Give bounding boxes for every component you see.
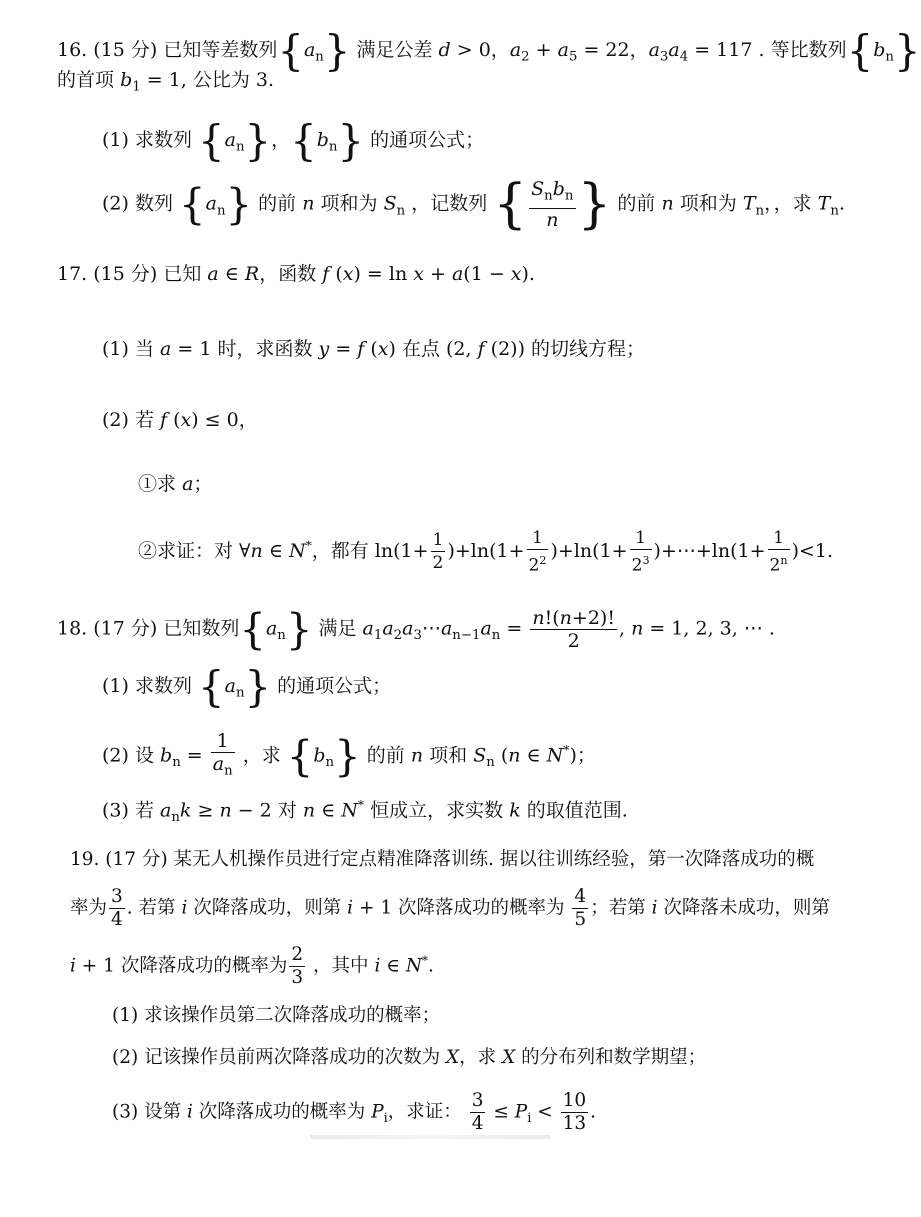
- q16-head: 16. (15 分) 已知等差数列: [57, 38, 278, 61]
- q17-line1: 17. (15 分) 已知 a ∈ R，函数 f (x) = ln x + a(1 − x).: [57, 263, 535, 285]
- q16-line2: 的首项 $b_1 = 1$, 公比为 3.: [57, 69, 275, 95]
- q17-sub1: ①求 a；: [138, 473, 213, 495]
- q16-part2: (2) 数列 $\{a_n\}$ 的前 n 项和为 $S_n$ ，记数列 { $\frac{S_nb_n}{n}$ } 的前 n 项和为 $T_n$，，求 $T_n$.: [102, 173, 845, 235]
- q17-part1: (1) 当 a = 1 时，求函数 y = f (x) 在点 (2, f (2)) 的切线方程；: [102, 338, 646, 360]
- q16-part1: (1) 求数列 $\{a_n\}$，$\{b_n\}$ 的通项公式；: [102, 116, 485, 165]
- q17-sub2: ②求证：对 ∀n ∈ N*，都有 ln(1+ $\frac{1}{2}$ )+ln(1+ $\frac{1}{2^2}$ )+ln(1+ $\frac{1}{2^3}$ )+⋯+ln(1+ $\frac{1}{2^n}$ )<1.: [138, 528, 834, 576]
- q16-b-intro: . 等比数列: [758, 38, 847, 61]
- q17-part2: (2) 若 f (x) ≤ 0，: [102, 409, 258, 431]
- q16-cond: 满足公差: [356, 38, 433, 61]
- q16-frac-snbn-n: $\frac{S_nb_n}{n}$: [531, 178, 574, 231]
- q18-part2: (2) 设 $b_n$ = $\frac{1}{a_n}$ ，求 $\{b_n\}$ 的前 n 项和 $S_n$ (n ∈ N*)；: [102, 730, 596, 781]
- q19-line3: i + 1 次降落成功的概率为 $\frac{2}{3}$ ，其中 i ∈ N*.: [70, 944, 434, 988]
- q19-line2: 率为 $\frac{3}{4}$ . 若第 i 次降落成功，则第 i + 1 次降落成功的概率为 $\frac{4}{5}$ ；若第 i 次降落未成功，则第: [70, 886, 830, 930]
- q16-line1: 16. (15 分) 已知等差数列$\{a_n\}$ 满足公差 d > 0，$a_2 + a_5 = 22$，$a_3a_4 = 117$ . 等比数列$\{b_n\}$: [57, 26, 921, 75]
- q19-line1: 19. (17 分) 某无人机操作员进行定点精准降落训练. 据以往训练经验，第一次降落成功的概: [70, 849, 815, 870]
- page-bottom-smudge: [310, 1135, 550, 1139]
- q19-part2: (2) 记该操作员前两次降落成功的次数为 X，求 X 的分布列和数学期望；: [112, 1047, 707, 1068]
- q18-part1: (1) 求数列 $\{a_n\}$ 的通项公式；: [102, 662, 392, 711]
- q19-part3: (3) 设第 i 次降落成功的概率为 $P_i$，求证： $\frac{3}{4}$ ≤ $P_i$ < $\frac{10}{13}$ .: [112, 1090, 597, 1134]
- q18-part3: (3) 若 $a_nk \ge n - 2$ 对 n ∈ N* 恒成立，求实数 k 的取值范围.: [102, 798, 628, 826]
- q18-line1: 18. (17 分) 已知数列$\{a_n\}$ 满足 $a_1a_2a_3\cdots a_{n-1}a_n$ = $\frac{n!(n+2)!}{2}$ , n = 1, 2, 3, ⋯ .: [57, 604, 775, 654]
- q19-part1: (1) 求该操作员第二次降落成功的概率；: [112, 1005, 441, 1026]
